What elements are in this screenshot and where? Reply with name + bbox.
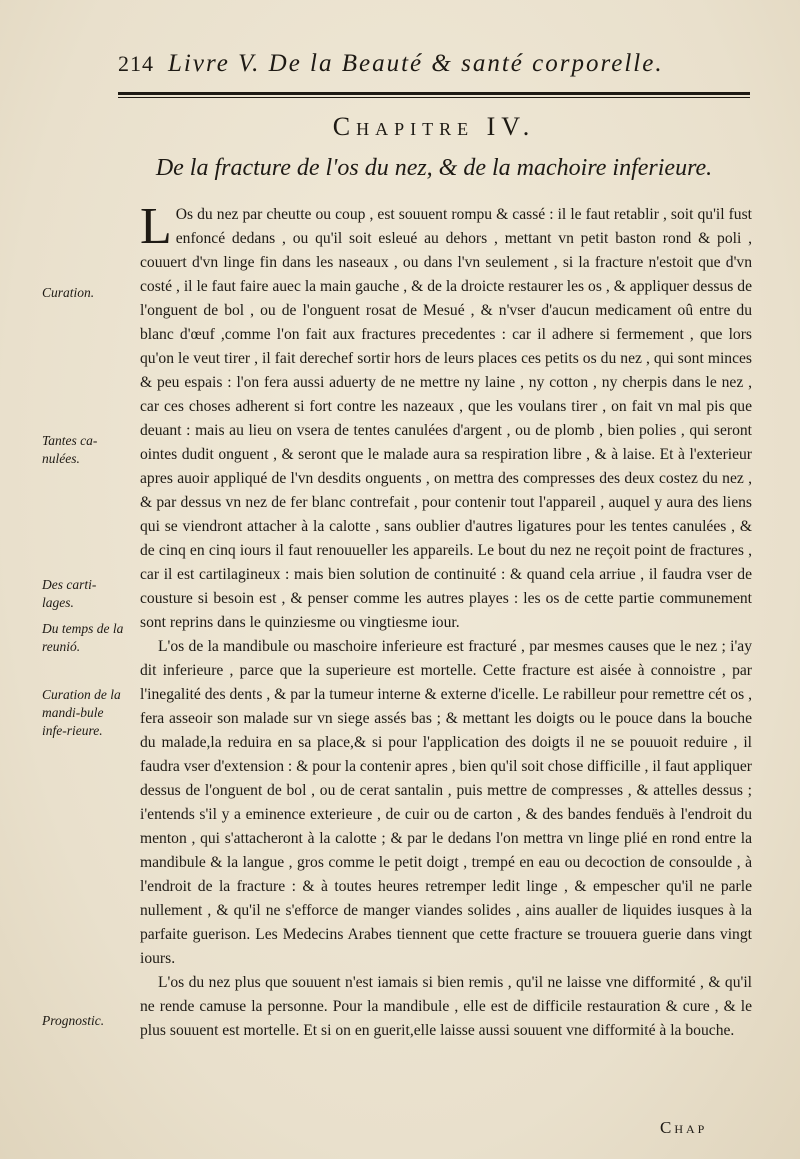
header-rule-thin xyxy=(118,97,750,98)
running-head xyxy=(118,50,718,86)
drop-cap: L xyxy=(140,198,172,255)
catchword: Chap xyxy=(660,1118,708,1137)
margin-note-prognostic: Prognostic. xyxy=(42,1013,105,1028)
chapter-heading: Chapitre IV. xyxy=(332,112,536,141)
margin-note-tentes: Tantes ca-nulées. xyxy=(42,433,98,466)
chapter-title: De la fracture de l'os du nez, & de la machoire inferieure. xyxy=(155,155,713,181)
margin-note-temps: Du temps de la reunió. xyxy=(42,621,124,654)
page-number: 214 xyxy=(118,51,154,76)
margin-note-mandibule: Curation de la mandi-bule infe-rieure. xyxy=(42,687,121,738)
running-title: Livre V. De la Beauté & santé corporelle. xyxy=(168,50,664,77)
paragraph-3: L'os du nez plus que souuent n'est iamais si bien remis , qu'il ne laisse vne difformité , & qu'il ne rende camuse la personne. Pour la mandibule , elle est de difficile restauration & cure , & le plus souuent est mortelle. Et si on en guerit,elle laisse aussi souuent vne difformité à la bouche. xyxy=(140,974,752,1039)
paragraph-1-text: Os du nez par cheutte ou coup , est souuent rompu & cassé : il le faut retablir , soit qu'il fust enfoncé dedans , ou qu'il soit esleué au dehors , mettant vn petit baston rond & poli , couuert d'vn linge fin dans les naseaux , ou dans l'vn seulement , si la fracture n'estoit que d'vn costé , il le faut faire auec la main gauche , & de la droicte restaurer les os , & appliquer dessus de l'onguent de bol , ou de l'onguent rosat de Mesué , & n'vser d'aucun medicament oû entre du blanc d'œuf ,comme l'on fait aux fractures precedentes : car il adhere si fermement , que lors qu'on le veut tirer , il fait derechef sortir hors de leurs places ces petits os du nez , qui sont minces & peu espais : l'on fera aussi aduerty de ne mettre ny laine , ny cotton , ny cherpis dans le nez , car ces choses adherent si fort contre les nazeaux , que les voulans tirer , on fait vn mal pis que deuant : mais au lieu on vsera de tentes canulées d'argent , ou de plomb , bien polies , qui seront ointes dudit onguent , & seront que le malade aura sa respiration libre , & à laise. Et à l'exterieur apres auoir appliqué de l'vn desdits onguents , on mettra des compresses des deux costez du nez , & par dessus vn nez de fer blanc contrefait , pour contenir tout l'appareil , auquel y aura des liens qui se viendront attacher à la calotte , sans oublier d'autres ligatures pour les tentes canulées , & de cinq en cinq iours il faut renouueller les appareils. Le bout du nez ne reçoit point de fractures , car il est cartilagineux : mais bien solution de continuité : & quand cela arriue , il faudra vser de cousture si besoin est , & penser comme les autres playes : les os de cette partie communement sont reprins dans le quinziesme ou vingtiesme iour. xyxy=(140,206,752,631)
margin-note-cartilages: Des carti-lages. xyxy=(42,577,97,610)
paragraph-2: L'os de la mandibule ou maschoire inferieure est fracturé , par mesmes causes que le nez ; i'ay dit inferieure , parce que la superieure est mortelle. Cette fracture est aisée à connoistre , par l'inegalité des dents , & par la tumeur interne & externe d'icelle. Le rabilleur pour remettre cét os , fera asseoir son malade sur vn siege assés bas ; & mettant les doigts ou le pouce dans la bouche du malade,la reduira en sa place,& si pour l'application des doigts il ne se pouuoit reduire , il faudra vser d'extension : & pour la contenir apres , bien qu'il soit chose difficille , il faut appliquer dessus de l'onguent de bol , ou de cerat santalin , puis mettre de compresses , & attelles dessus ; i'entends s'il y a eminence exterieure , de cuir ou de carton , & des bandes fenduës à l'endroit du menton , qui s'attacheront à la calotte ; & par le dedans l'on mettra vn linge plié en rond entre la mandibule & la langue , gros comme le petit doigt , trempé en eau ou decoction de consoulde , à l'endroit de la fracture : & à toutes heures retremper ledit linge , & empescher qu'il ne parle nullement , & qu'il ne s'efforce de manger viandes solides , ains aualler de liquides iusques à la parfaite guerison. Les Medecins Arabes tiennent que cette fracture se trouuera guerie dans vingt iours. xyxy=(140,638,752,967)
body-text xyxy=(140,198,752,1043)
header-rule-thick xyxy=(118,92,750,95)
margin-note-curation: Curation. xyxy=(42,285,95,300)
paragraph-1 xyxy=(140,198,752,635)
